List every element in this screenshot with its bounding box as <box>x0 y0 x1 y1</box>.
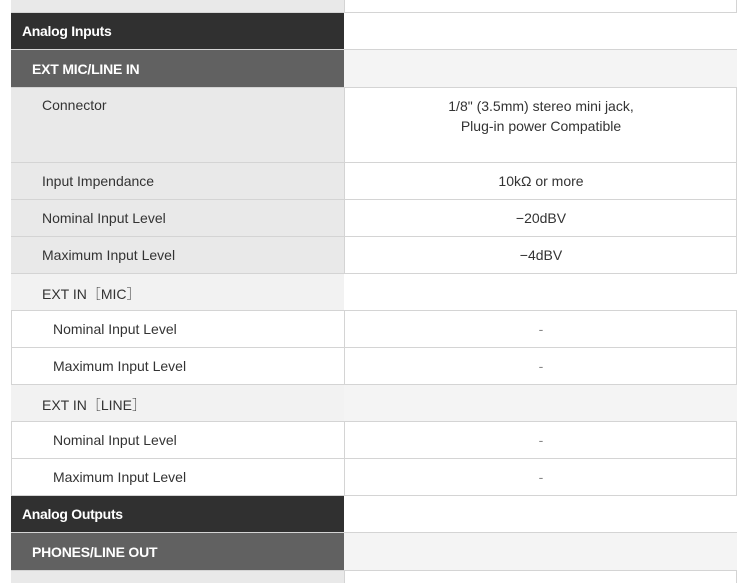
label-cell <box>11 459 344 495</box>
row-value: - <box>538 358 544 374</box>
empty-cell <box>344 274 737 310</box>
row-label: Input Impendance <box>42 173 155 189</box>
label-cell <box>11 348 344 384</box>
table-row-line-nominal <box>11 422 737 459</box>
category-header-cell <box>11 13 344 49</box>
table-row-connector <box>11 88 737 163</box>
label-cell <box>11 422 344 458</box>
value-cell <box>344 237 737 273</box>
spec-table <box>11 0 737 583</box>
row-value: - <box>538 321 544 337</box>
section-title: PHONES/LINE OUT <box>32 544 158 560</box>
empty-cell <box>344 50 737 87</box>
empty-cell <box>344 385 737 421</box>
row-value: −20dBV <box>515 210 567 226</box>
row-value: 10kΩ or more <box>498 173 584 189</box>
table-row-line-maximum <box>11 459 737 496</box>
row-label: Nominal Input Level <box>53 321 177 337</box>
label-cell <box>11 0 344 12</box>
row-value: - <box>538 469 544 485</box>
table-row-mic-nominal <box>11 311 737 348</box>
value-cell <box>344 163 737 199</box>
table-row <box>11 571 737 583</box>
group-title: EXT IN［MIC］ <box>42 286 141 302</box>
value-cell <box>344 348 737 384</box>
row-label: Nominal Input Level <box>42 210 166 226</box>
row-label: Nominal Input Level <box>53 432 177 448</box>
category-row-analog-inputs <box>11 13 737 50</box>
value-cell <box>344 459 737 495</box>
label-cell <box>11 311 344 347</box>
empty-cell <box>344 13 737 49</box>
table-row-maximum-input-level <box>11 237 737 274</box>
value-cell <box>344 571 737 583</box>
row-label: Maximum Input Level <box>53 358 187 374</box>
category-title: Analog Outputs <box>22 506 123 522</box>
section-row-ext-mic-line-in <box>11 50 737 88</box>
section-row-phones-line-out <box>11 533 737 571</box>
table-row-input-impedance <box>11 163 737 200</box>
row-value: - <box>538 432 544 448</box>
group-title: EXT IN［LINE］ <box>42 397 146 413</box>
category-row-analog-outputs <box>11 496 737 533</box>
table-row-mic-maximum <box>11 348 737 385</box>
category-header-cell <box>11 496 344 532</box>
label-cell <box>11 200 344 236</box>
section-header-cell <box>11 50 344 87</box>
label-cell <box>11 163 344 199</box>
row-label: Connector <box>42 97 107 113</box>
row-value-line1: 1/8" (3.5mm) stereo mini jack, <box>448 98 634 114</box>
group-row-ext-in-line <box>11 385 737 422</box>
value-cell <box>344 200 737 236</box>
section-title: EXT MIC/LINE IN <box>32 61 140 77</box>
empty-cell <box>344 496 737 532</box>
row-value: −4dBV <box>519 247 563 263</box>
table-row-nominal-input-level <box>11 200 737 237</box>
row-value-line2: Plug-in power Compatible <box>460 118 622 134</box>
group-row-ext-in-mic <box>11 274 737 311</box>
label-cell <box>11 88 344 162</box>
empty-cell <box>344 533 737 570</box>
row-label: Maximum Input Level <box>42 247 176 263</box>
value-cell <box>344 422 737 458</box>
table-row <box>11 0 737 13</box>
value-cell <box>344 0 737 12</box>
row-label: Maximum Input Level <box>53 469 187 485</box>
value-cell <box>344 88 737 162</box>
section-header-cell <box>11 533 344 570</box>
category-title: Analog Inputs <box>22 23 112 39</box>
group-header-cell <box>11 274 344 310</box>
label-cell <box>11 237 344 273</box>
group-header-cell <box>11 385 344 421</box>
value-cell <box>344 311 737 347</box>
label-cell <box>11 571 344 583</box>
